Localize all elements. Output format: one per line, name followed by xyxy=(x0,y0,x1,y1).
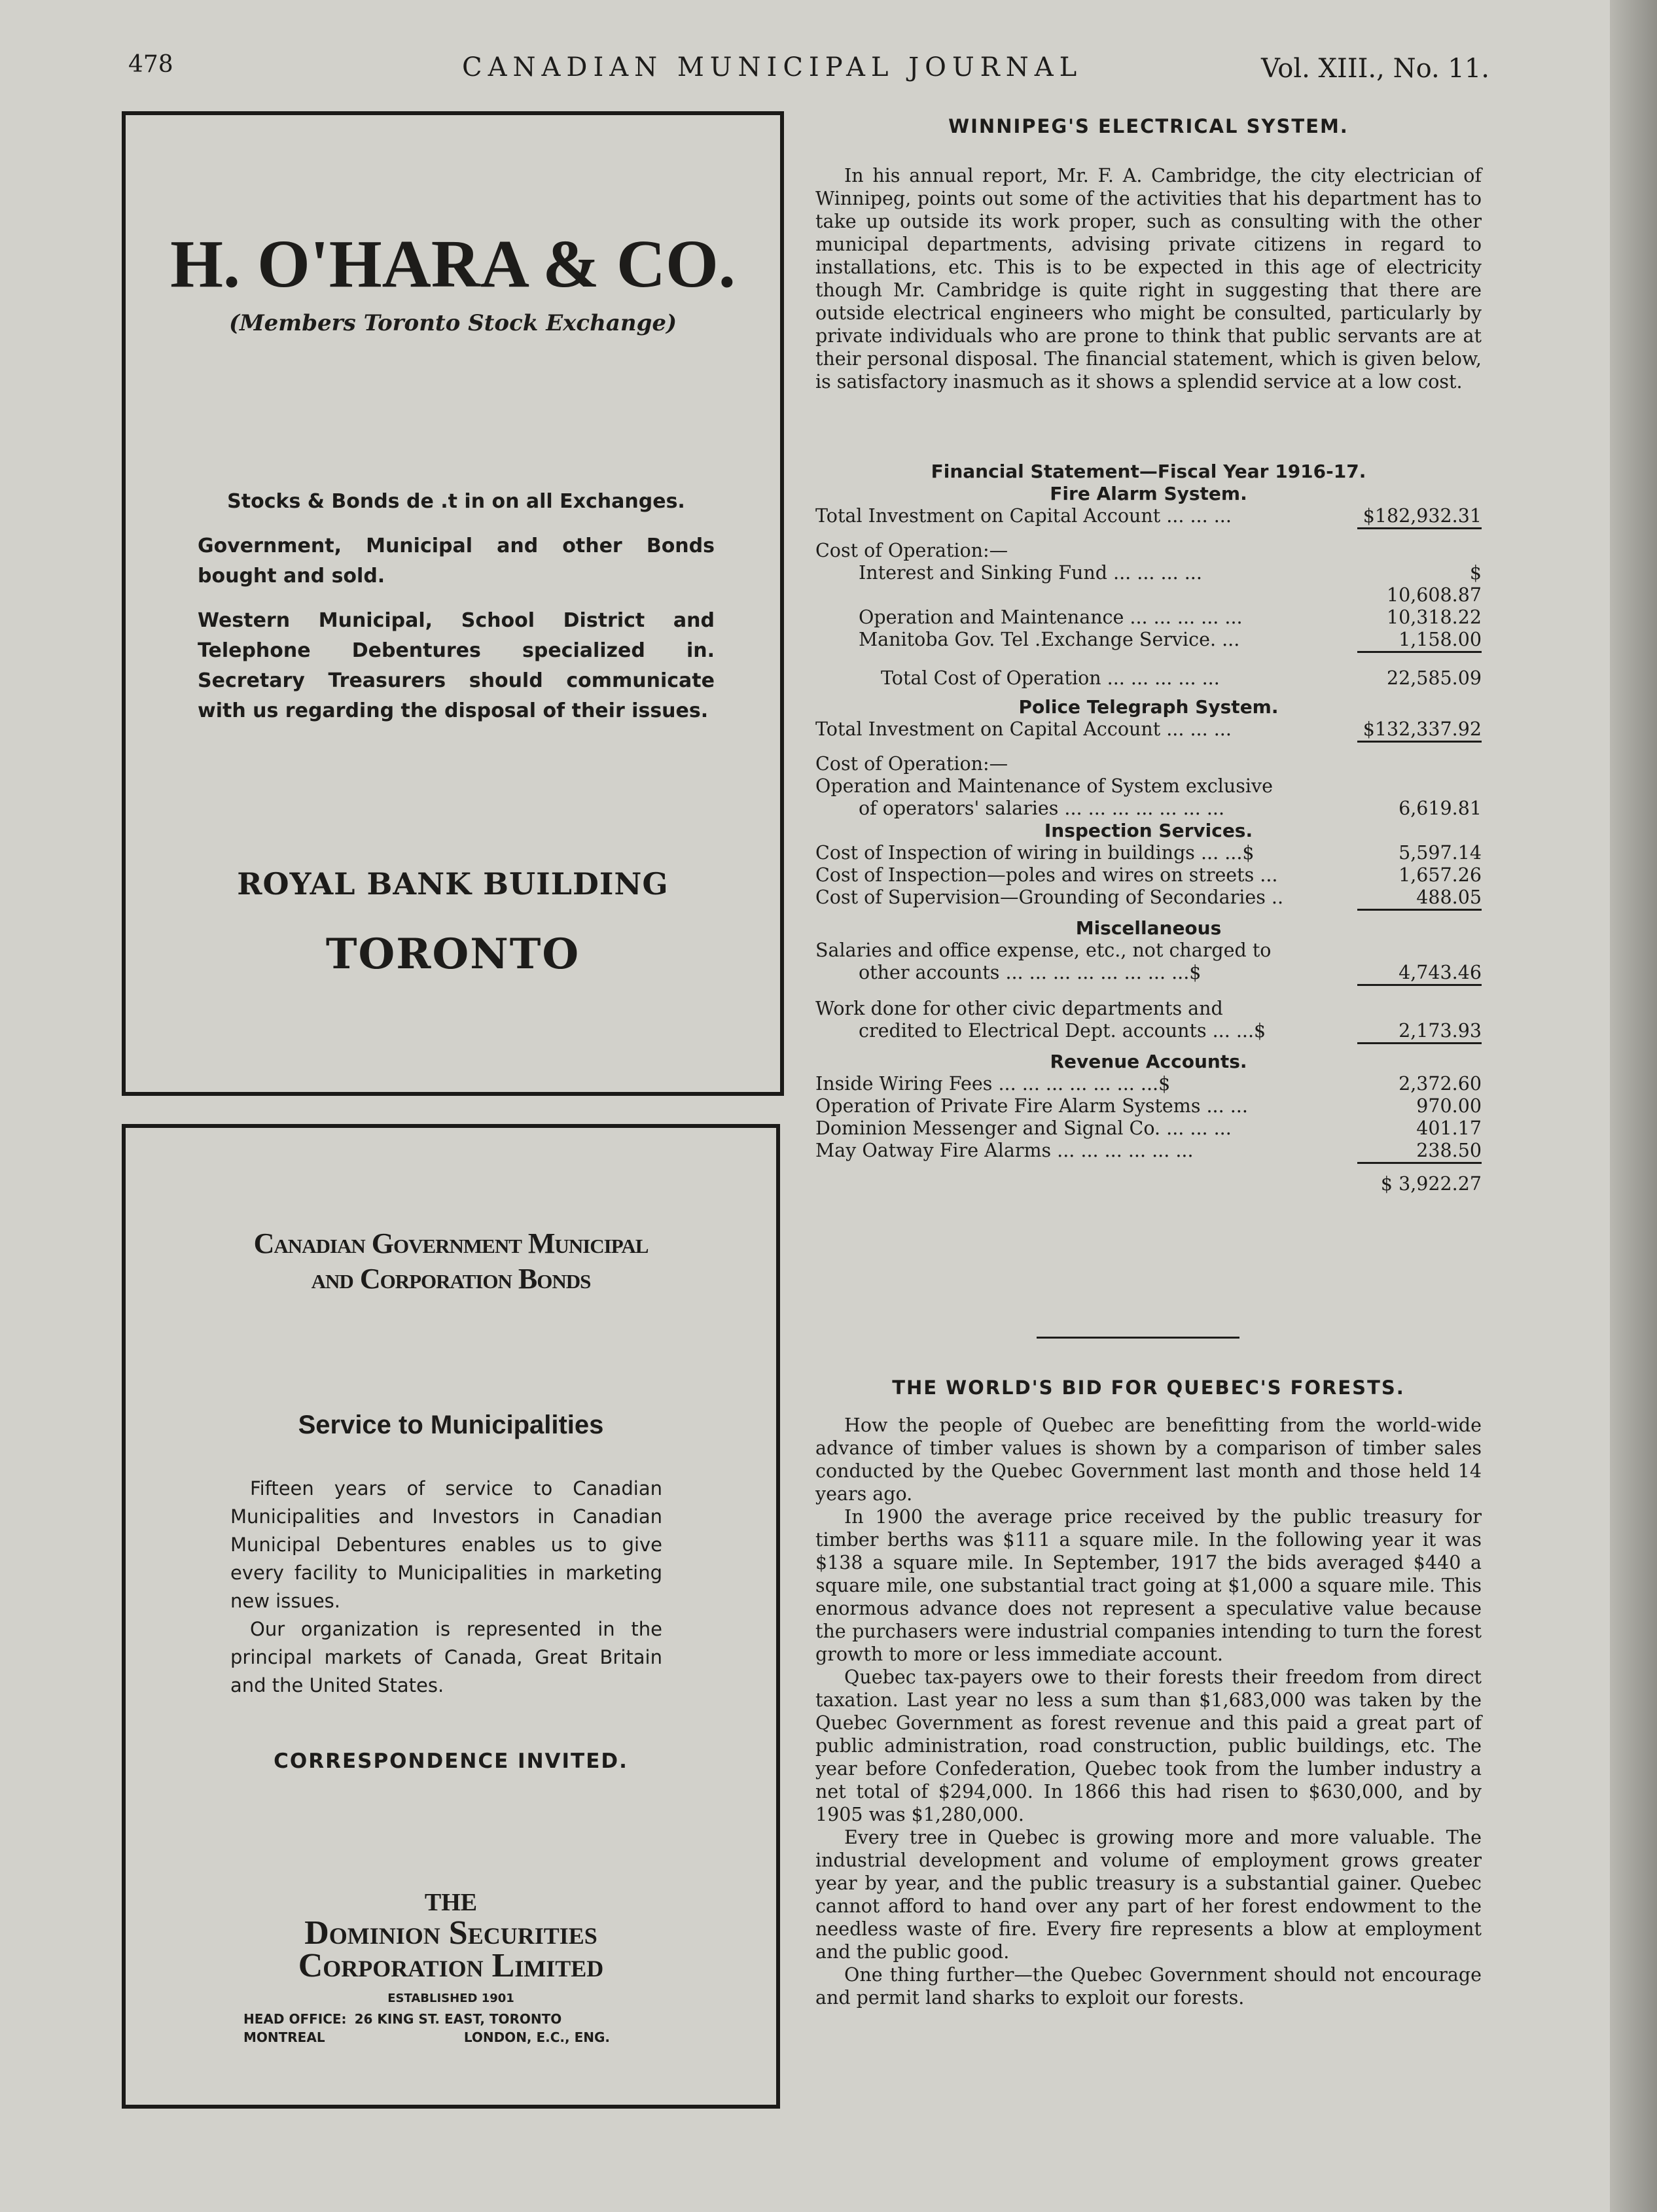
quebec-para: In 1900 the average price received by the public treasury for timber berths was $111 a square mile. In the following year it was $138 a square mile. In September, 1917 the bids averaged $440 a square mile, one substantial tract going at $1,000 a square mile. This enormous advance does not represent a speculative value because the purchasers were industrial companies intending to turn the forest growth to more or less immediate account. xyxy=(815,1506,1482,1665)
revenue-label: Dominion Messenger and Signal Co. ... ... ... xyxy=(815,1117,1232,1139)
police-investment: $132,337.92 xyxy=(1363,718,1482,740)
cost-item-amount: $ 10,608.87 xyxy=(1386,562,1482,606)
misc-line-2: other accounts ... ... ... ... ... ... ... ...$ xyxy=(859,962,1202,983)
revenue-amount: 970.00 xyxy=(1416,1095,1482,1117)
inspection-label: Cost of Inspection—poles and wires on streets ... xyxy=(815,864,1278,886)
bonds-title xyxy=(126,1226,776,1297)
fire-alarm-investment: $182,932.31 xyxy=(1363,505,1482,527)
montreal-office: MONTREAL xyxy=(243,2029,325,2045)
revenue-label: Inside Wiring Fees ... ... ... ... ... ... ...$ xyxy=(815,1073,1171,1095)
ohara-building: ROYAL BANK BUILDING xyxy=(237,866,669,902)
revenue-amount: 238.50 xyxy=(1416,1140,1482,1161)
cost-item-amount: 1,158.00 xyxy=(1399,629,1482,650)
quebec-para: Quebec tax-payers owe to their forests their freedom from direct taxation. Last year no less a sum than $1,683,000 was taken by the Quebec Government as forest revenue and this paid a great part of public administration, road construction, public buildings, etc. The year before Confederation, Quebec took from the lumber industry a net total of $294,000. In 1866 this had risen to $630,000, and by 1905 was $1,280,000. xyxy=(815,1666,1482,1825)
inspection-label: Cost of Supervision—Grounding of Secondaries .. xyxy=(815,887,1284,908)
quebec-para: One thing further—the Quebec Government should not encourage and permit land sharks to exploit our forests. xyxy=(815,1964,1482,2009)
ohara-body xyxy=(198,487,715,741)
revenue-total: $ 3,922.27 xyxy=(1380,1173,1482,1195)
bonds-title-line-1: Canadian Government Municipal xyxy=(253,1227,649,1259)
ohara-advertisement xyxy=(122,111,784,1096)
inspection-row xyxy=(815,864,1482,887)
london-office: LONDON, E.C., ENG. xyxy=(463,2029,610,2045)
page-number: 478 xyxy=(128,51,173,78)
total-cost-label: Total Cost of Operation ... ... ... ... ... xyxy=(881,667,1220,689)
misc-line-4: credited to Electrical Dept. accounts ... ...$ xyxy=(859,1020,1266,1042)
company-name-line-2: Corporation Limited xyxy=(298,1947,604,1984)
cost-item-label: Interest and Sinking Fund ... ... ... ... xyxy=(859,562,1202,584)
misc-row-2 xyxy=(815,1020,1482,1042)
revenue-row xyxy=(815,1117,1482,1140)
company-addresses xyxy=(243,2010,662,2046)
inspection-amount: 1,657.26 xyxy=(1399,864,1482,886)
police-op-row xyxy=(815,798,1482,820)
financial-title: Financial Statement—Fiscal Year 1916-17. xyxy=(931,461,1366,482)
revenue-amount: 2,372.60 xyxy=(1399,1073,1482,1095)
cost-item-label: Operation and Maintenance ... ... ... ... ... xyxy=(859,606,1243,628)
correspondence-invited: CORRESPONDENCE INVITED. xyxy=(274,1749,628,1773)
winnipeg-article xyxy=(815,115,1482,393)
inspection-row xyxy=(815,887,1482,909)
fire-alarm-total-row xyxy=(815,667,1482,690)
service-para-1: Fifteen years of service to Canadian Municipalities and Investors in Canadian Municipal Debentures enables us to give every facility to Municipalities in marketing new issues. xyxy=(230,1477,662,1612)
misc-line-3: Work done for other civic departments and xyxy=(815,998,1223,1019)
ohara-members: (Members Toronto Stock Exchange) xyxy=(228,310,677,336)
police-investment-label: Total Investment on Capital Account ... ... ... xyxy=(815,718,1232,740)
inspection-heading: Inspection Services. xyxy=(1044,820,1253,841)
ohara-line-2: Government, Municipal and other Bonds bought and sold. xyxy=(198,535,715,588)
fire-alarm-cost-row xyxy=(815,562,1482,606)
police-op-amount: 6,619.81 xyxy=(1399,798,1482,819)
misc-row-1 xyxy=(815,962,1482,984)
misc-amount-2: 2,173.93 xyxy=(1399,1020,1482,1042)
revenue-row xyxy=(815,1073,1482,1095)
ohara-line-3: Western Municipal, School District and Telephone Debentures specialized in. Secretary Treasurers should communicate with us regarding the disposal of their issues. xyxy=(198,609,715,722)
service-heading: Service to Municipalities xyxy=(298,1411,604,1439)
quebec-para: How the people of Quebec are benefitting from the world-wide advance of timber values is shown by a comparison of timber sales conducted by the Quebec Government last month and those held 14 years ago. xyxy=(815,1414,1482,1505)
bonds-title-line-2: and Corporation Bonds xyxy=(311,1263,591,1295)
financial-statement xyxy=(815,461,1482,1195)
head-office-label: HEAD OFFICE: xyxy=(243,2011,347,2027)
police-heading: Police Telegraph System. xyxy=(1018,696,1279,718)
page-header xyxy=(128,51,1489,90)
company-the: THE xyxy=(424,1889,478,1916)
company-name-line-1: Dominion Securities xyxy=(304,1914,597,1952)
inspection-amount: 5,597.14 xyxy=(1399,842,1482,864)
service-body xyxy=(230,1475,662,1700)
inspection-label: Cost of Inspection of wiring in buildings ... ...$ xyxy=(815,842,1255,864)
police-op-line-1: Operation and Maintenance of System exclusive xyxy=(815,775,1273,797)
volume-number: Vol. XIII., No. 11. xyxy=(1261,54,1489,84)
misc-amount-1: 4,743.46 xyxy=(1399,962,1482,983)
police-cost-label: Cost of Operation:— xyxy=(815,753,1008,775)
fire-alarm-investment-label: Total Investment on Capital Account ... ... ... xyxy=(815,505,1232,527)
revenue-label: May Oatway Fire Alarms ... ... ... ... ... ... xyxy=(815,1140,1194,1161)
revenue-total-row xyxy=(815,1173,1482,1195)
inspection-row xyxy=(815,842,1482,864)
book-gutter xyxy=(1610,0,1657,2212)
head-office-address: 26 KING ST. EAST, TORONTO xyxy=(354,2011,562,2027)
fire-alarm-cost-row xyxy=(815,629,1482,651)
winnipeg-paragraph: In his annual report, Mr. F. A. Cambridge, the city electrician of Winnipeg, points out some of the activities that his department has to take up outside its work proper, such as consulting with the other municipal departments, advising private citizens in regard to installations, etc. This is to be expected in this age of electricity though Mr. Cambridge is quite right in suggesting that there are outside electrical engineers who might be consulted, particularly by private individuals who are prone to think that public servants are at their personal disposal. The financial statement, which is given below, is satisfactory inasmuch as it shows a splendid service at a low cost. xyxy=(815,165,1482,393)
revenue-heading: Revenue Accounts. xyxy=(1050,1051,1247,1072)
revenue-row xyxy=(815,1140,1482,1162)
cost-item-amount: 10,318.22 xyxy=(1386,606,1482,628)
established: ESTABLISHED 1901 xyxy=(387,1992,514,2005)
cost-item-label: Manitoba Gov. Tel .Exchange Service. ... xyxy=(859,629,1240,650)
revenue-amount: 401.17 xyxy=(1416,1117,1482,1139)
service-para-2: Our organization is represented in the principal markets of Canada, Great Britain and the United States. xyxy=(230,1618,662,1696)
winnipeg-heading: WINNIPEG'S ELECTRICAL SYSTEM. xyxy=(948,115,1349,137)
police-op-line-2: of operators' salaries ... ... ... ... ... ... ... xyxy=(859,798,1225,819)
ohara-city: TORONTO xyxy=(325,930,580,979)
inspection-amount: 488.05 xyxy=(1416,887,1482,908)
company-name xyxy=(126,1914,776,1984)
misc-heading: Miscellaneous xyxy=(1075,917,1222,939)
fire-alarm-investment-row xyxy=(815,505,1482,527)
quebec-heading: THE WORLD'S BID FOR QUEBEC'S FORESTS. xyxy=(892,1377,1405,1399)
fire-alarm-cost-row xyxy=(815,606,1482,629)
police-investment-row xyxy=(815,718,1482,741)
journal-title: CANADIAN MUNICIPAL JOURNAL xyxy=(462,52,1083,82)
quebec-para: Every tree in Quebec is growing more and more valuable. The industrial development and volume of employment grows greater year by year, and the public treasury is a substantial gainer. Quebec cannot afford to hand over any part of her forest endowment to the needless waste of fire. Every fire represents a blow at employment and the public good. xyxy=(815,1827,1482,1963)
ohara-title: H. O'HARA & CO. xyxy=(170,226,736,302)
section-divider xyxy=(1037,1337,1239,1339)
revenue-row xyxy=(815,1095,1482,1117)
ohara-line-1: Stocks & Bonds de .t in on all Exchanges. xyxy=(227,490,685,513)
misc-line-1: Salaries and office expense, etc., not charged to xyxy=(815,939,1272,961)
fire-alarm-heading: Fire Alarm System. xyxy=(1050,483,1247,504)
dominion-securities-advertisement xyxy=(122,1124,780,2109)
fire-alarm-cost-label: Cost of Operation:— xyxy=(815,540,1008,561)
total-cost: 22,585.09 xyxy=(1386,667,1482,689)
quebec-article xyxy=(815,1377,1482,2009)
revenue-label: Operation of Private Fire Alarm Systems ... ... xyxy=(815,1095,1248,1117)
